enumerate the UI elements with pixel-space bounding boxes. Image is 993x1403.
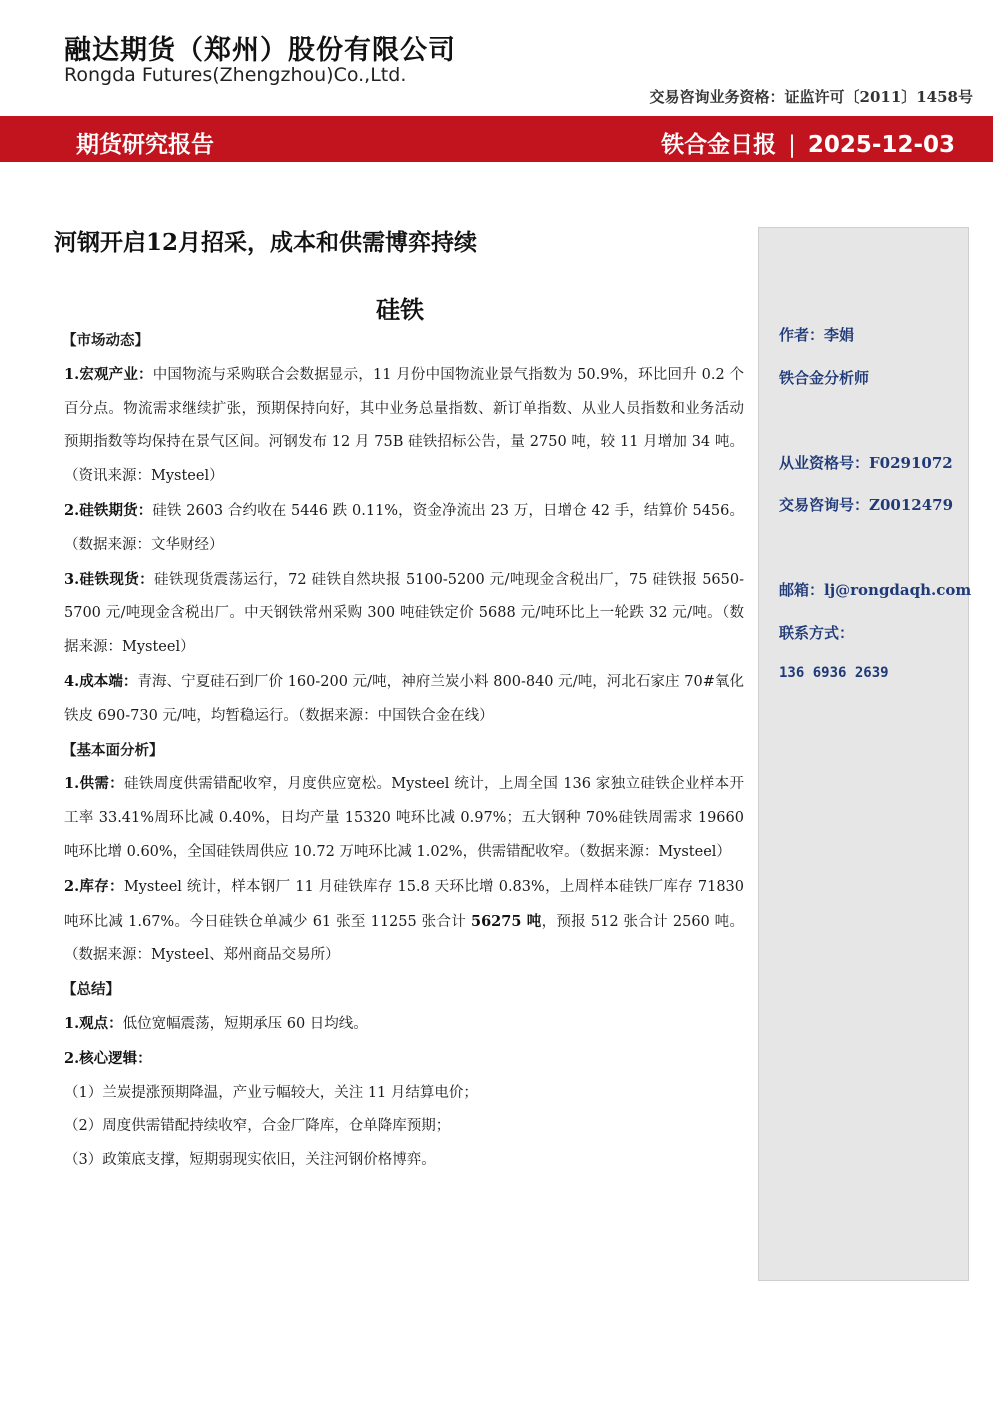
logic-item: （1）兰炭提涨预期降温，产业亏幅较大，关注 11 月结算电价； [64, 1084, 478, 1101]
phone-number: 136 6936 2639 [779, 665, 889, 681]
supply-text: 硅铁周度供需错配收窄，月度供应宽松。Mysteel 统计，上周全国 136 家独立硅铁企业样本开工率 33.41%周环比减 0.40%，日均产量 15320 吨环比减 0.97%；五大钢种 70%硅铁周需求 19660 吨环比增 0.60%，全国硅铁周供应 10.72 万吨环比减 1.02%，供需错配收窄。（数据来源：Mysteel） [64, 776, 744, 860]
market-item-label: 1.宏观产业： [64, 365, 153, 383]
section-title: 硅铁 [376, 295, 424, 324]
email-link[interactable]: 邮箱：lj@rongdaqh.com [779, 581, 972, 599]
logic-item: （3）政策底支撑，短期弱现实依旧，关注河钢价格博弈。 [64, 1152, 436, 1169]
supply-label: 1.供需： [64, 775, 125, 793]
market-header: 【市场动态】 [62, 332, 149, 349]
author: 作者：李娟 [779, 326, 855, 344]
consult-number: 交易咨询号：Z0012479 [779, 496, 954, 514]
view-text: 低位宽幅震荡，短期承压 60 日均线。 [122, 1015, 368, 1032]
market-item-text: 硅铁现货震荡运行，72 硅铁自然块报 5100-5200 元/吨现金含税出厂，75 硅铁报 5650-5700 元/吨现金含税出厂。中天钢铁常州采购 300 吨硅铁定价 5688 元/吨环比上一轮跌 32 元/吨。（数据来源：Mysteel） [64, 571, 744, 656]
banner-report-type: 期货研究报告 [76, 132, 214, 158]
stock-text-end: ，预报 512 张合计 2560 吨。（数据来源：Mysteel、郑州商品交易所） [64, 913, 744, 964]
company-name-en: Rongda Futures(Zhengzhou)Co.,Ltd. [64, 64, 407, 86]
banner-right-group [661, 126, 955, 159]
stock-label: 2.库存： [64, 877, 124, 895]
market-item-cost [64, 665, 744, 734]
summary-logic-label [64, 1042, 744, 1077]
market-item-label: 3.硅铁现货： [64, 570, 155, 588]
sidebar [758, 227, 972, 1281]
analyst-role: 铁合金分析师 [779, 369, 870, 387]
market-item-label: 2.硅铁期货： [64, 501, 153, 519]
logic-item: （2）周度供需错配持续收窄，合金厂降库，仓单降库预期； [64, 1118, 451, 1135]
market-item-text: 硅铁 2603 合约收在 5446 跌 0.11%，资金净流出 23 万，日增仓 42 手，结算价 5456。（数据来源：文华财经） [64, 502, 744, 553]
banner-report-name: 铁合金日报 [661, 132, 777, 158]
contact-label: 联系方式： [779, 624, 855, 642]
summary-view [64, 1007, 744, 1042]
fundamental-supply [64, 767, 744, 869]
company-name-cn: 融达期货（郑州）股份有限公司 [64, 35, 456, 66]
market-item-spot [64, 563, 744, 665]
stock-highlight: 56275 吨 [470, 912, 542, 930]
market-item-text: 中国物流与采购联合会数据显示，11 月份中国物流业景气指数为 50.9%，环比回升 0.2 个百分点。物流需求继续扩张，预期保持向好，其中业务总量指数、新订单指数、从业人员指数和业务活动预期指数等均保持在景气区间。河钢发布 12 月 75B 硅铁招标公告，量 2750 吨，较 11 月增加 34 吨。（资讯来源：Mysteel） [64, 366, 744, 485]
main-content [64, 324, 744, 1178]
view-label: 1.观点： [64, 1014, 123, 1032]
license-text: 交易咨询业务资格：证监许可〔2011〕1458号 [649, 88, 973, 106]
banner-separator: | [788, 132, 796, 158]
stock-text: Mysteel 统计，样本钢厂 11 月硅铁库存 15.8 天环比增 0.83%，上周样本硅铁厂库存 71830 吨环比减 1.67%。今日硅铁仓单减少 61 张至 11255 张合计 [64, 878, 745, 930]
header-banner [0, 116, 993, 162]
market-item-label: 4.成本端： [64, 672, 138, 690]
fundamental-header: 【基本面分析】 [62, 741, 164, 759]
market-item-macro [64, 358, 744, 494]
market-item-futures [64, 494, 744, 563]
qualification-number: 从业资格号：F0291072 [779, 454, 953, 472]
fundamental-stock [64, 870, 744, 973]
market-item-text: 青海、宁夏硅石到厂价 160-200 元/吨，神府兰炭小料 800-840 元/吨，河北石家庄 70#氧化铁皮 690-730 元/吨，均暂稳运行。（数据来源：中国铁合金在线） [64, 673, 744, 724]
banner-date: 2025-12-03 [807, 132, 955, 158]
summary-header: 【总结】 [62, 981, 120, 999]
report-headline: 河钢开启12月招采，成本和供需博弈持续 [54, 229, 478, 256]
logic-label: 2.核心逻辑： [64, 1049, 152, 1067]
